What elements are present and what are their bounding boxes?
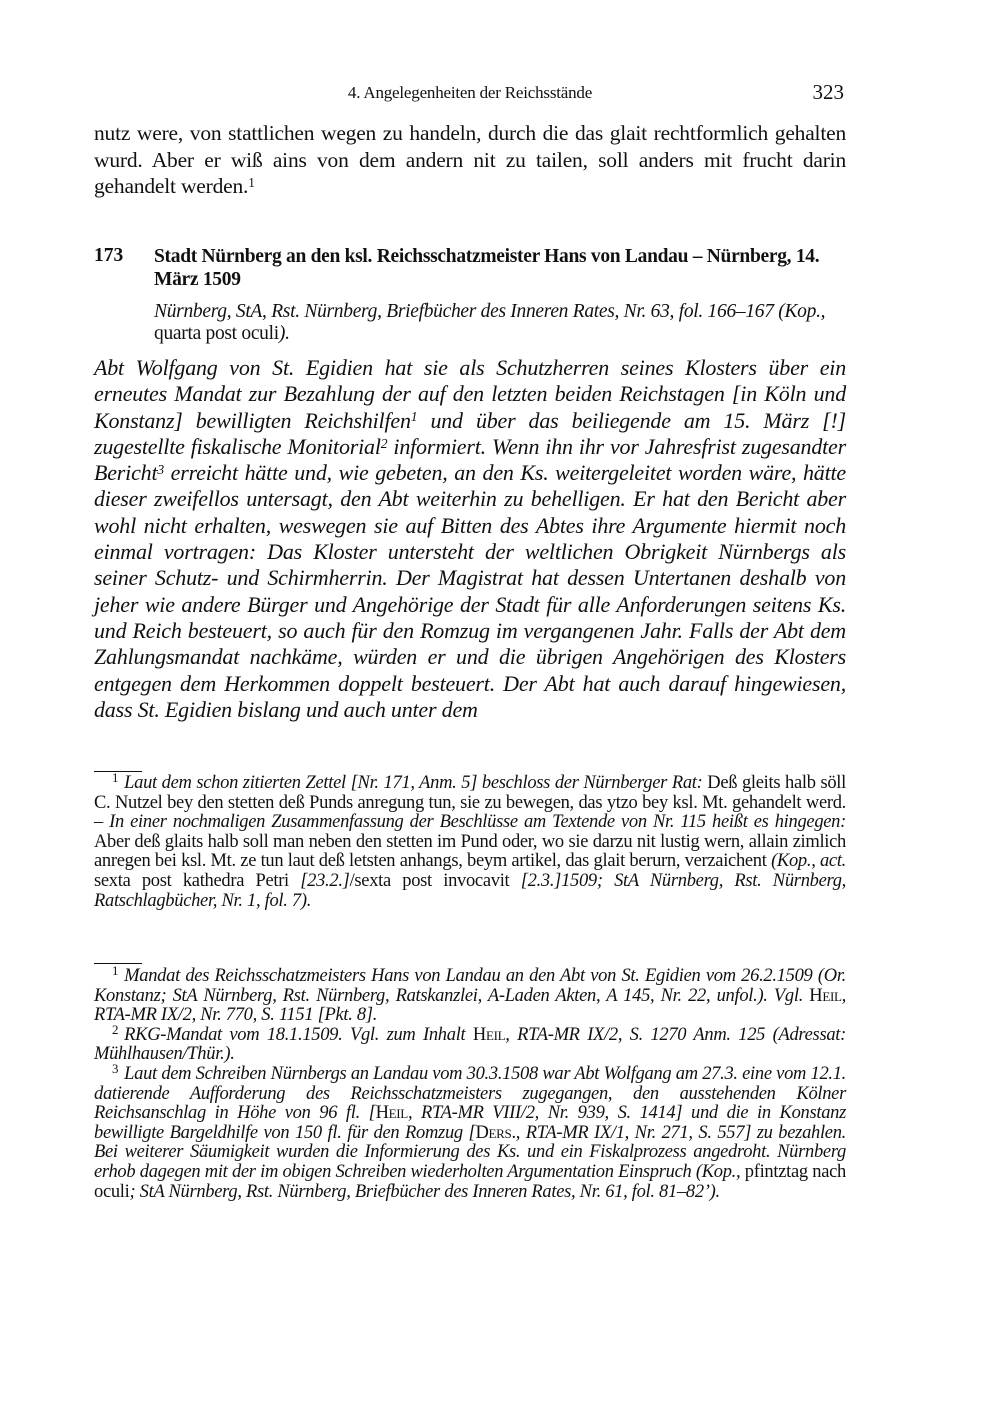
footnote (94, 1061, 847, 1202)
footnote-ref: 3 (157, 462, 164, 478)
footnote-text: Heil (809, 985, 842, 1006)
footnote (94, 963, 846, 1026)
footnote-number: 2 (112, 1021, 119, 1037)
document-number: 173 (94, 245, 124, 266)
footnote-text: In einer nochmaligen Zusammenfassung der Beschlüsse am Textende von Nr. 115 heißt es hingegen: (109, 812, 846, 833)
footnote-text: Laut dem Schreiben Nürnbergs an Landau vom 30.3.1508 war Abt Wolfgang am 27.3. eine vom 12.1. datierende Aufforderung des Reichsschatzmeisters zugegangen, den ausstehenden Kölner Reichsanschlag in Höhe von 96 fl. [ (94, 1063, 846, 1124)
footnote-text: Ders. (475, 1122, 516, 1143)
footnote-text: /sexta post invocavit (349, 870, 521, 891)
regest-text: erreicht hätte und, wie gebeten, an den Ks. weitergeleitet worden wäre, hätte dieser zweifellos untersagt, den Abt weiterhin zu behelligen. Er hat den Bericht aber wohl nicht erhalten, weswegen sie auf Bitten des Abtes ihre Argumente hiermit noch einmal vortragen: Das Kloster untersteht der weltlichen Obrigkeit Nürnbergs als seiner Schutz- und Schirmherrin. Der Magistrat hat dessen Untertanen deshalb von jeher wie andere Bürger und Angehörige der Stadt für alle Anforderungen seitens Ks. und Reich besteuert, so auch für den Romzug im vergangenen Jahr. Falls der Abt dem Zahlungsmandat nachkäme, würden er und die übrigen Angehörigen des Klosters entgegen dem Herkommen doppelt besteuert. Der Abt hat auch darauf hingewiesen, dass St. Egidien bislang und auch unter dem (94, 460, 846, 722)
source-close: ). (278, 323, 290, 344)
regest-text: informiert. Wenn ihn ihr vor Jahresfrist zugesandter Bericht (94, 433, 846, 486)
regest-paragraph (94, 355, 846, 723)
footnote (94, 1021, 847, 1065)
footnote-ref: 1 (248, 175, 255, 191)
regest-text: und über das beiliegende am 15. März [!] zugestellte fiskalische Monitorial (94, 407, 846, 459)
footnote-text: , RTA-MR IX/2, Nr. 770, S. 1151 [Pkt. 8]. (94, 985, 846, 1026)
source-roman: quarta post oculi (154, 323, 279, 344)
footnote-rule (94, 771, 142, 772)
document-source (154, 301, 846, 345)
footnote-text: , RTA-MR IX/1, Nr. 271, S. 557] zu bezahlen. Bei weiterer Säumigkeit wurden die Informierung des Ks. und ein Fiskalprozess angedroht. Nürnberg erhob dagegen mit der im obigen Schreiben wiederholten Argumentation Einspruch (Kop., (94, 1122, 846, 1182)
document-title: Stadt Nürnberg an den ksl. Reichsschatzmeister Hans von Landau – Nürnberg, 14. März 1509 (154, 246, 820, 290)
running-head-title: 4. Angelegenheiten der Reichsstände (347, 83, 593, 102)
footnote-text: Mandat des Reichsschatzmeisters Hans von Landau an den Abt von St. Egidien vom 26.2.1509 (Or. Konstanz; StA Nürnberg, Rst. Nürnberg, Ratskanzlei, A-Laden Akten, A 145, Nr. 22, unfol.). Vgl. (94, 966, 846, 1006)
footnote-text: Deß gleits halb söll C. Nutzel bey den stetten deß Punds anregung tun, sie zu bewegen, das ytzo bey ksl. Mt. gehandelt werd. – (94, 773, 846, 833)
footnote-text: [2.3.]1509; StA Nürnberg, Rst. Nürnberg, Ratschlagbücher, Nr. 1, fol. 7). (94, 870, 846, 911)
footnote-text: (Kop., act. (771, 851, 846, 872)
running-head (94, 80, 846, 106)
footnote-text: Heil (375, 1103, 408, 1124)
footnote-text: Heil (472, 1024, 506, 1045)
footnote-rule (94, 963, 142, 964)
footnote-text: RKG-Mandat vom 18.1.1509. Vgl. zum Inhalt (124, 1024, 473, 1045)
footnote-text: sexta post kathedra Petri (94, 870, 301, 891)
footnote-text: ; StA Nürnberg, Rst. Nürnberg, Briefbücher des Inneren Rates, Nr. 61, fol. 81–82’). (129, 1181, 720, 1202)
continued-edition-text (94, 120, 846, 200)
footnote-text: [23.2.] (300, 870, 350, 891)
footnote (94, 770, 846, 911)
source-italic: Nürnberg, StA, Rst. Nürnberg, Briefbücher des Inneren Rates, Nr. 63, fol. 166–167 (Kop., (154, 301, 826, 322)
footnote-text: , RTA-MR IX/2, S. 1270 Anm. 125 (Adressat: Mühlhausen/Thür.). (94, 1024, 847, 1065)
page-number: 323 (812, 80, 844, 104)
footnote-number: 1 (112, 963, 119, 979)
footnote-text: Aber deß glaits halb soll man neben den stetten im Pund oder, wo sie darzu nit lustig wern, allain zimlich anregen bei ksl. Mt. ze tun laut deß letsten anhangs, beym artikel, das glait berurn, verzaichent (94, 831, 846, 872)
regest-footnotes (94, 963, 847, 1202)
continued-text: nutz were, von stattlichen wegen zu handeln, durch die das glait rechtformlich gehalten wurd. Aber er wiß ains von dem andern nit zu tailen, soll anders mit frucht darin gehandelt werden. (94, 121, 846, 198)
footnote-text: , RTA-MR VIII/2, Nr. 939, S. 1414] und die in Konstanz bewilligte Bargeldhilfe von 150 fl. für den Romzug [ (94, 1103, 847, 1143)
text-footnotes (94, 770, 846, 911)
footnote-number: 3 (112, 1061, 119, 1077)
footnote-text: pfintztag nach oculi (94, 1161, 846, 1202)
footnote-text: Laut dem schon zitierten Zettel [Nr. 171, Anm. 5] beschloss der Nürnberger Rat: (124, 773, 703, 793)
footnote-number: 1 (112, 770, 119, 786)
footnote-ref: 1 (410, 409, 418, 425)
footnote-ref: 2 (380, 435, 388, 451)
regest-text: Abt Wolfgang von St. Egidien hat sie als Schutzherren seines Klosters über ein erneutes Mandat zur Bezahlung der auf den letzten beiden Reichstagen [in Köln und Konstanz] bewilligten Reichshilfen (94, 355, 846, 433)
